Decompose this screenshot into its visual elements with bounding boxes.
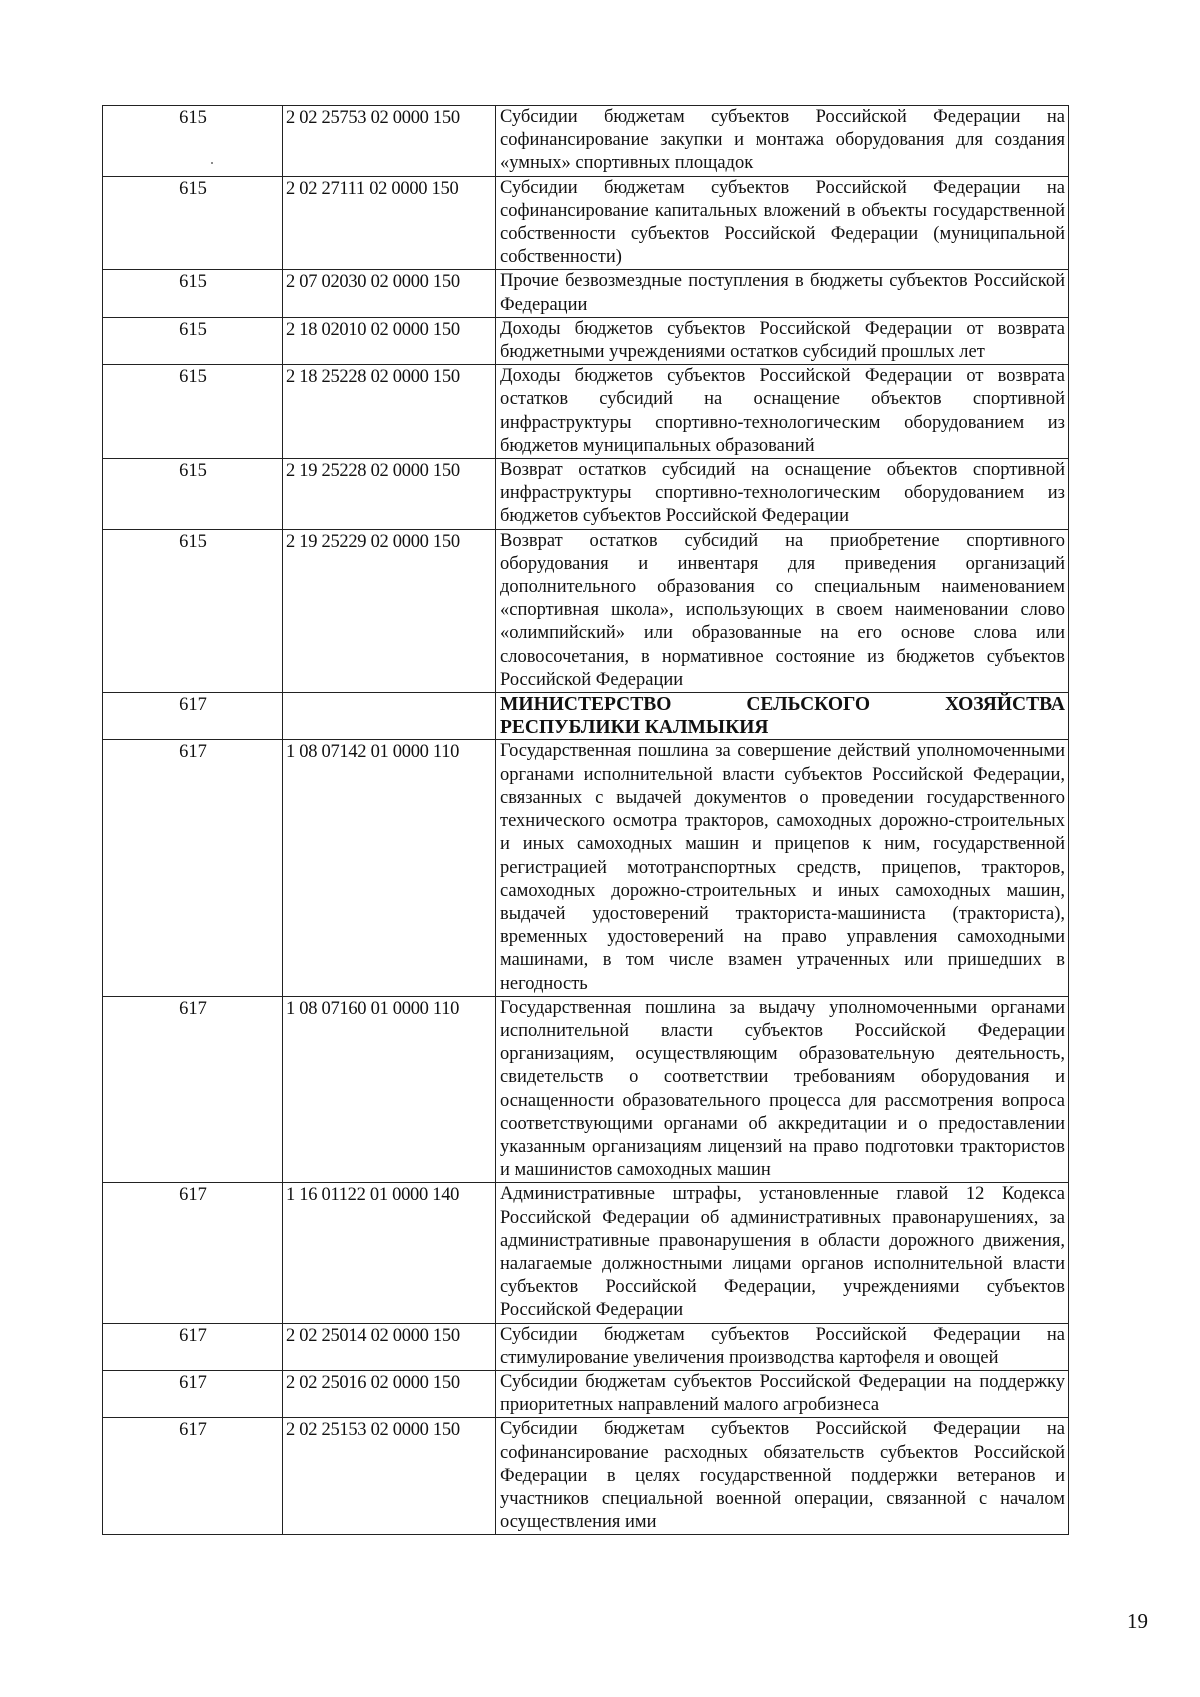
revenue-code-cell (283, 693, 496, 740)
description-cell: Субсидии бюджетам субъектов Российской Федерации на поддержку приоритетных направлений малого агробизнеса (496, 1370, 1069, 1417)
table-body (103, 106, 1069, 1535)
admin-code-cell: 617 (103, 1370, 283, 1417)
admin-code-cell: 617 (103, 996, 283, 1183)
description-cell: Государственная пошлина за совершение действий уполномоченными органами исполнительной власти субъектов Российской Федерации, связанных с выдачей документов о проведении государственного технического осмотра тракторов, самоходных дорожно-строительных и иных самоходных машин и прицепов к ним, государственной регистрацией мототранспортных средств, прицепов, тракторов, самоходных дорожно-строительных и иных самоходных машин, выдачей удостоверений тракториста-машиниста (тракториста), временных удостоверений на право управления самоходными машинами, в том числе взамен утраченных или пришедших в негодность (496, 740, 1069, 996)
table-row (103, 1323, 1069, 1370)
admin-code-cell: 615 (103, 365, 283, 459)
description-cell: Доходы бюджетов субъектов Российской Федерации от возврата остатков субсидий на оснащение объектов спортивной инфраструктуры спортивно-технологическим оборудованием из бюджетов муниципальных образований (496, 365, 1069, 459)
description-cell: Субсидии бюджетам субъектов Российской Федерации на софинансирование расходных обязательств субъектов Российской Федерации в целях государственной поддержки ветеранов и участников специальной военной операции, связанной с началом осуществления ими (496, 1418, 1069, 1535)
admin-code-cell: 617 (103, 693, 283, 740)
admin-code-cell: 615 (103, 317, 283, 364)
table-row (103, 176, 1069, 270)
admin-code-cell: 615 (103, 529, 283, 692)
revenue-code-cell: 2 18 02010 02 0000 150 (283, 317, 496, 364)
page-number: 19 (1127, 1609, 1148, 1633)
table-row (103, 693, 1069, 740)
description-cell: Доходы бюджетов субъектов Российской Федерации от возврата бюджетными учреждениями остатков субсидий прошлых лет (496, 317, 1069, 364)
description-cell: Субсидии бюджетам субъектов Российской Федерации на стимулирование увеличения производства картофеля и овощей (496, 1323, 1069, 1370)
table-row (103, 1370, 1069, 1417)
revenue-code-cell: 2 02 25753 02 0000 150 (283, 106, 496, 177)
description-cell: Административные штрафы, установленные главой 12 Кодекса Российской Федерации об административных правонарушениях, за административные правонарушения в области дорожного движения, налагаемые должностными лицами органов исполнительной власти субъектов Российской Федерации, учреждениями субъектов Российской Федерации (496, 1183, 1069, 1323)
table-row (103, 317, 1069, 364)
admin-code-cell: 617 (103, 1183, 283, 1323)
admin-code-cell: 615 (103, 106, 283, 177)
revenue-code-cell: 2 02 25016 02 0000 150 (283, 1370, 496, 1417)
admin-code-cell: 617 (103, 1418, 283, 1535)
admin-code-cell: 615 (103, 459, 283, 530)
revenue-code-cell: 1 08 07160 01 0000 110 (283, 996, 496, 1183)
revenue-code-cell: 2 19 25229 02 0000 150 (283, 529, 496, 692)
table-row (103, 459, 1069, 530)
description-cell: Субсидии бюджетам субъектов Российской Федерации на софинансирование закупки и монтажа оборудования для создания «умных» спортивных площадок (496, 106, 1069, 177)
description-cell: Возврат остатков субсидий на оснащение объектов спортивной инфраструктуры спортивно-технологическим оборудованием из бюджетов субъектов Российской Федерации (496, 459, 1069, 530)
description-cell: Государственная пошлина за выдачу уполномоченными органами исполнительной власти субъектов Российской Федерации организациям, осуществляющим образовательную деятельность, свидетельств о соответствии требованиям оборудования и оснащенности образовательного процесса для рассмотрения вопроса соответствующими органами об аккредитации и о предоставлении указанным организациям лицензий на право подготовки трактористов и машинистов самоходных машин (496, 996, 1069, 1183)
revenue-code-cell: 1 08 07142 01 0000 110 (283, 740, 496, 996)
ministry-heading-cell: МИНИСТЕРСТВО СЕЛЬСКОГО ХОЗЯЙСТВА РЕСПУБЛИКИ КАЛМЫКИЯ (496, 693, 1069, 740)
admin-code-cell: 617 (103, 1323, 283, 1370)
admin-code-cell: 615 (103, 270, 283, 317)
description-cell: Субсидии бюджетам субъектов Российской Федерации на софинансирование капитальных вложений в объекты государственной собственности субъектов Российской Федерации (муниципальной собственности) (496, 176, 1069, 270)
revenue-codes-table (102, 105, 1069, 1535)
revenue-code-cell: 2 19 25228 02 0000 150 (283, 459, 496, 530)
table-row (103, 1418, 1069, 1535)
revenue-code-cell: 2 18 25228 02 0000 150 (283, 365, 496, 459)
table-row (103, 1183, 1069, 1323)
table-row (103, 365, 1069, 459)
table-row (103, 740, 1069, 996)
table-row (103, 106, 1069, 177)
admin-code-cell: 617 (103, 740, 283, 996)
table-row (103, 529, 1069, 692)
table-row (103, 996, 1069, 1183)
revenue-code-cell: 2 07 02030 02 0000 150 (283, 270, 496, 317)
revenue-code-cell: 2 02 25153 02 0000 150 (283, 1418, 496, 1535)
admin-code-cell: 615 (103, 176, 283, 270)
description-cell: Прочие безвозмездные поступления в бюджеты субъектов Российской Федерации (496, 270, 1069, 317)
revenue-code-cell: 1 16 01122 01 0000 140 (283, 1183, 496, 1323)
scan-speck (211, 162, 213, 164)
revenue-code-cell: 2 02 25014 02 0000 150 (283, 1323, 496, 1370)
revenue-code-cell: 2 02 27111 02 0000 150 (283, 176, 496, 270)
description-cell: Возврат остатков субсидий на приобретение спортивного оборудования и инвентаря для приведения организаций дополнительного образования со специальным наименованием «спортивная школа», использующих в своем наименовании слово «олимпийский» или образованные на его основе слова или словосочетания, в нормативное состояние из бюджетов субъектов Российской Федерации (496, 529, 1069, 692)
table-row (103, 270, 1069, 317)
